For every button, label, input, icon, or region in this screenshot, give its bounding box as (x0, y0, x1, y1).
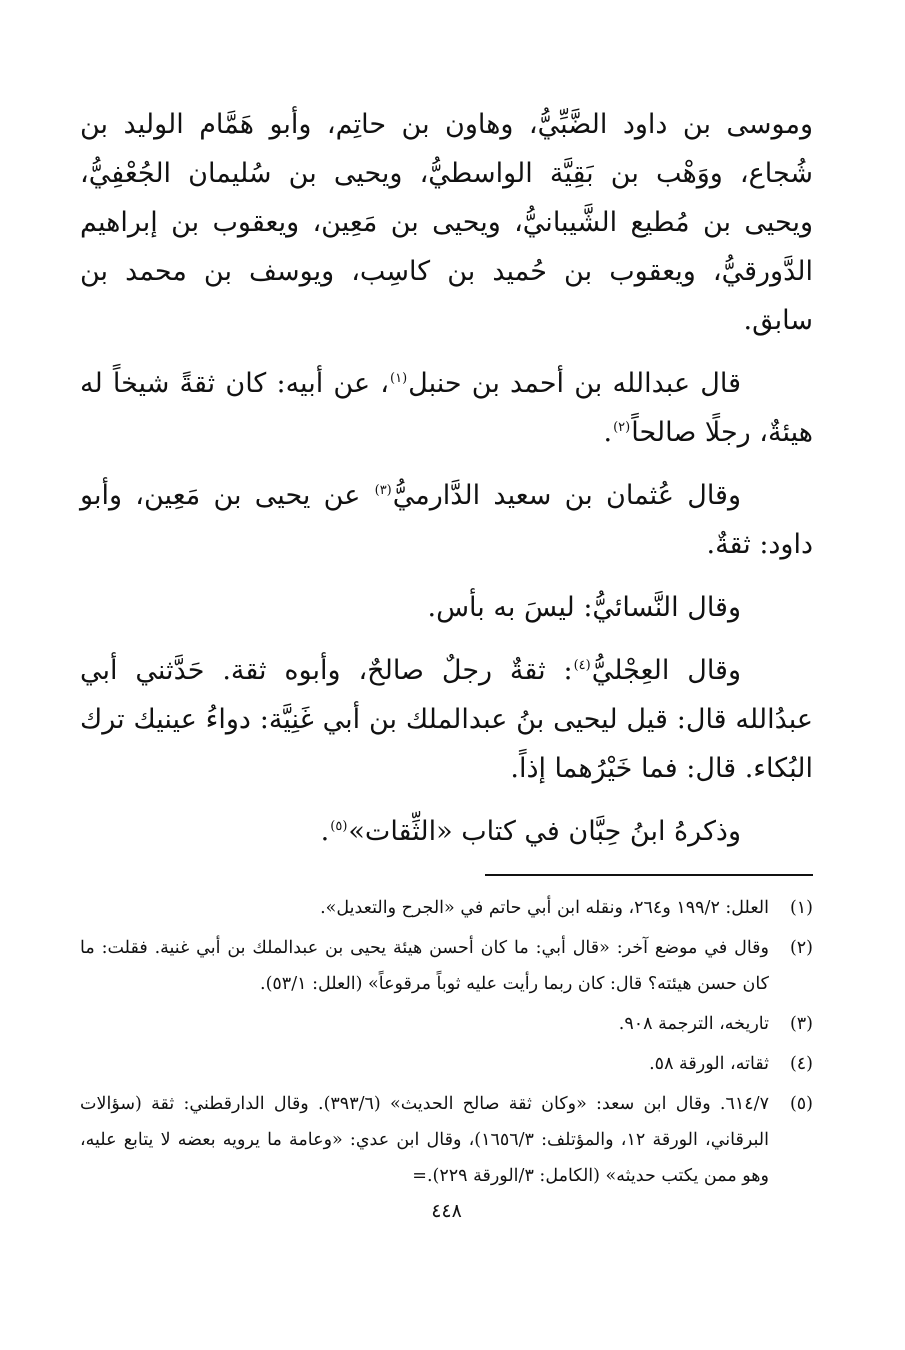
paragraph-text: وذكرهُ ابنُ حِبَّان في كتاب «الثِّقات» (348, 816, 741, 847)
paragraph-text: ، عن أبيه: كان ثقةً شيخاً له هيئةٌ، رجلًا صالحاً (80, 368, 813, 448)
paragraph (80, 646, 813, 793)
paragraph-text: : ثقةٌ رجلٌ صالحٌ، وأبوه ثقة. حَدَّثني أبي عبدُالله قال: قيل ليحيى بنُ عبدالملك بن أبي غَنِيَّة: دواءُ عينيك ترك البُكاء. قال: فما خَيْرُهما إذاً. (80, 655, 813, 784)
footnote-ref: (٣) (374, 483, 392, 498)
book-page (80, 100, 813, 1224)
footnote-text: ثقاته، الورقة ٥٨. (649, 1054, 769, 1074)
footnote-separator (485, 874, 813, 876)
paragraph (80, 471, 813, 569)
paragraph (80, 807, 813, 856)
paragraph-text: وقال عُثمان بن سعيد الدَّارميُّ (392, 480, 741, 511)
paragraph (80, 359, 813, 457)
footnote (80, 930, 813, 1002)
footnote (80, 1046, 813, 1082)
paragraph (80, 583, 813, 632)
footnote-number: (٤) (789, 1054, 813, 1074)
footnote-ref: (٢) (613, 420, 631, 435)
footnote-text: ٦١٤/٧. وقال ابن سعد: «وكان ثقة صالح الحديث» (٣٩٣/٦). وقال الدارقطني: ثقة (سؤالات البرقاني، الورقة ١٢، والمؤتلف: ١٦٥٦/٣)، وقال ابن عدي: «وعامة ما يرويه بعضه لا يتابع عليه، وهو ممن يكتب حديثه» (الكامل: ٣/الورقة ٢٢٩).= (80, 1094, 769, 1186)
paragraph-text: . (320, 816, 330, 847)
footnote (80, 890, 813, 926)
footnote-text: وقال في موضع آخر: «قال أبي: ما كان أحسن هيئة يحيى بن عبدالملك بن أبي غنية. فقلت: ما كان حسن هيئته؟ قال: كان ربما رأيت عليه ثوباً مرقوعاً» (العلل: ٥٣/١). (80, 938, 769, 994)
footnotes (80, 890, 813, 1194)
paragraph (80, 100, 813, 345)
paragraph-text: عن يحيى بن مَعِين، وأبو داود: ثقةٌ. (80, 480, 813, 560)
footnote-number: (٣) (789, 1014, 813, 1034)
paragraph-text: وقال العِجْليُّ (591, 655, 742, 686)
footnote-number: (٢) (789, 938, 813, 958)
footnote-number: (١) (789, 898, 813, 918)
footnote-ref: (٤) (573, 658, 591, 673)
footnote (80, 1086, 813, 1194)
footnote-ref: (٥) (330, 819, 348, 834)
paragraph-text: وموسى بن داود الضَّبِّيُّ، وهاون بن حاتِم، وأبو هَمَّام الوليد بن شُجاع، ووَهْب بن بَقِيَّة الواسطيُّ، ويحيى بن سُليمان الجُعْفِيُّ، ويحيى بن مُطيع الشَّيبانيُّ، ويحيى بن مَعِين، ويعقوب بن إبراهيم الدَّورقيُّ، ويعقوب بن حُميد بن كاسِب، ويوسف بن محمد بن سابق. (80, 109, 814, 336)
footnote-ref: (١) (390, 371, 408, 386)
footnote (80, 1006, 813, 1042)
paragraph-text: قال عبدالله بن أحمد بن حنبل (408, 368, 742, 399)
footnote-text: العلل: ١٩٩/٢ و٢٦٤، ونقله ابن أبي حاتم في «الجرح والتعديل». (320, 898, 769, 918)
footnote-number: (٥) (789, 1094, 813, 1114)
main-text (80, 100, 813, 856)
footnote-text: تاريخه، الترجمة ٩٠٨. (618, 1014, 769, 1034)
paragraph-text: وقال النَّسائيُّ: ليسَ به بأس. (427, 592, 741, 623)
paragraph-text: . (603, 417, 613, 448)
page-number: ٤٤٨ (431, 1200, 462, 1222)
